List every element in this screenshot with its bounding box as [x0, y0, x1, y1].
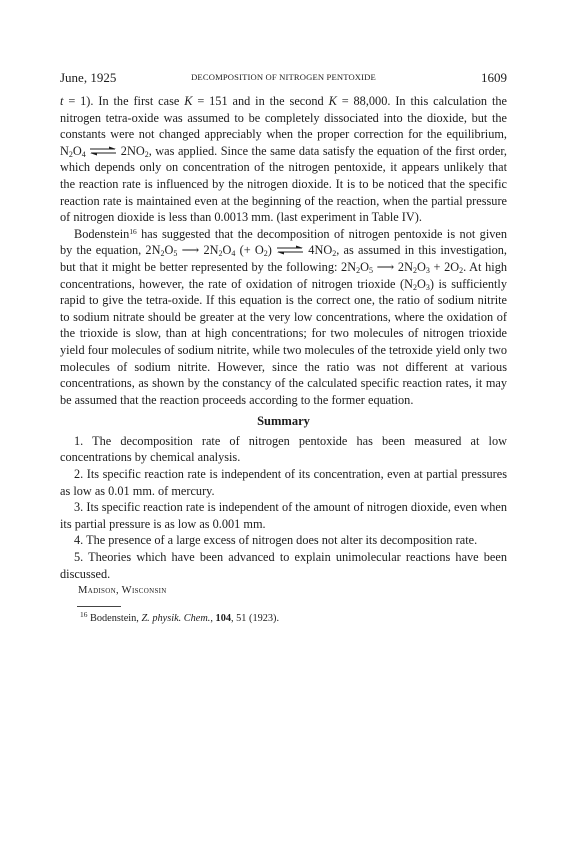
- equilibrium-arrow-icon: [276, 245, 304, 255]
- equilibrium-arrow-icon: [89, 146, 117, 156]
- summary-item: 3. Its specific reaction rate is independent of the amount of nitrogen dioxide, even when its partial pressure is as low as 0.001 mm.: [60, 500, 507, 531]
- paragraph-bodenstein: Bodenstein$^{16}$ has suggested that the decomposition of nitrogen pentoxide is not given by the equation, $2N_2O_5$ ⟶ $2N_2O_4$ (+ $O_2$) $4NO_2$, as assumed in this investigation, but that it might be better represented by the following: $2N_2O_5$ ⟶ $2N_2O_3 + 2O_2$. At high concentrations, however, the rate of oxidation of nitrogen trioxide $(N_2O_3)$ is sufficiently rapid to give the tetra-oxide. If this equation is the correct one, the ratio of sodium nitrite to sodium nitrate should be greater at the very low concentrations, where the oxidation of the trioxide is slow, than at high concentrations; for two molecules of nitrogen trioxide yield four molecules of sodium nitrite, while two molecules of the tetroxide yield only two molecules of sodium nitrite. However, since the ratio was not different at various concentrations, as shown by the constancy of the calculated specific reaction rates, it may be assumed that the reaction proceeds according to the former equation.: [60, 226, 507, 407]
- header-date: June, 1925: [60, 70, 117, 85]
- summary-item: 5. Theories which have been advanced to explain unimolecular reactions have been discussed.: [60, 550, 507, 581]
- footnote-ref-16[interactable]: 16: [129, 226, 137, 236]
- footnote-divider: [77, 606, 121, 607]
- header-title: DECOMPOSITION OF NITROGEN PENTOXIDE: [191, 72, 376, 82]
- summary-item: 4. The presence of a large excess of nitrogen does not alter its decomposition rate.: [74, 533, 478, 548]
- footnote: $^{16}$ Bodenstein, Z. physik. Chem., 104, 51 (1923).: [80, 609, 280, 624]
- summary-heading: Summary: [257, 414, 310, 429]
- page-number: 1609: [481, 70, 507, 85]
- paragraph-rate-constants: t = 1). In the first case K = 151 and in the second K = 88,000. In this calculation the nitrogen tetra-oxide was assumed to be completely dissociated into the dioxide, but the constants were not changed appreciably when the proper correction for the equilibrium, $N_2O_4$ $2NO_2$, was applied. Since the same data satisfy the equation of the first order, which depends only on concentration of the nitrogen pentoxide, it appears unlikely that the reaction rate is influenced by the nitrogen dioxide. It is to be noticed that the specific reaction rate is maintained even at the beginning of the reaction, when the partial pressure of nitrogen dioxide is less than 0.0013 mm. (last experiment in Table IV).: [60, 94, 507, 225]
- author-affiliation: Madison, Wisconsin: [78, 585, 167, 597]
- running-header: [60, 70, 507, 86]
- summary-item: 2. Its specific reaction rate is independent of its concentration, even at partial pressures as low as 0.01 mm. of mercury.: [60, 467, 507, 498]
- summary-item: 1. The decomposition rate of nitrogen pentoxide has been measured at low concentrations by chemical analysis.: [60, 433, 507, 465]
- article-body: [60, 93, 507, 625]
